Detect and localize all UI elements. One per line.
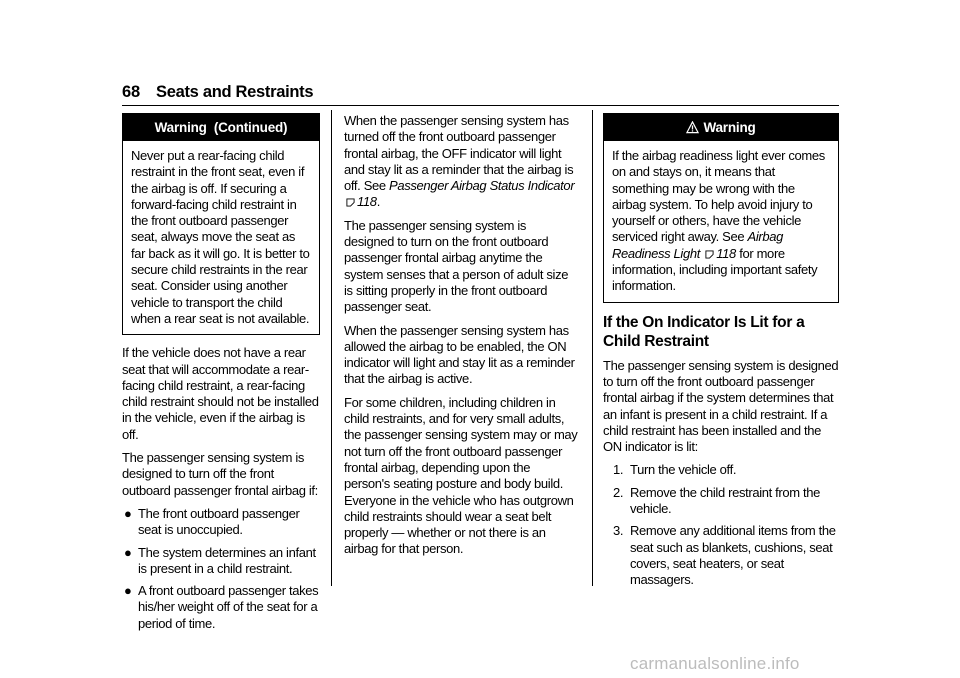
header-rule — [122, 105, 839, 106]
paragraph — [344, 113, 578, 211]
column-right — [603, 113, 839, 595]
watermark: carmanualsonline.info — [630, 654, 800, 673]
warning-heading: Warning (Continued) — [123, 114, 319, 141]
list-item-text: The system determines an infant is present in a child restraint. — [138, 544, 316, 576]
bullet-icon: ● — [124, 544, 132, 560]
list-item — [603, 523, 839, 588]
warning-body — [604, 141, 838, 302]
cross-reference-link[interactable]: Airbag Readiness Light — [612, 229, 784, 261]
column-middle — [344, 113, 578, 565]
page-reference-icon — [705, 250, 714, 259]
warning-triangle-icon — [686, 121, 699, 134]
step-number: 3. — [613, 523, 624, 539]
paragraph-text: When the passenger sensing system has turned off the front outboard passenger frontal airbag, the OFF indicator will light and stay lit as a reminder that the airbag is off. See — [344, 113, 574, 194]
bullet-icon: ● — [124, 505, 132, 521]
paragraph: For some children, including children in child restraints, and for very small adults, the passenger sensing system may or may not turn off the front outboard passenger frontal airbag, depending upon the person's seating posture and body build. Everyone in the vehicle who has outgrown child restraints should wear a seat belt properly — whether or not there is an airbag for that person. — [344, 394, 578, 557]
list-item — [122, 583, 320, 632]
column-left — [122, 113, 320, 638]
list-item — [603, 462, 839, 478]
step-text: Remove any additional items from the seat such as blankets, cushions, seat covers, seat heaters, or seat massagers. — [630, 523, 836, 588]
warning-text: If the airbag readiness light ever comes on and stays on, it means that something may be wrong with the airbag system. To help avoid injury to yourself or others, have the vehicle serviced right away. See — [612, 148, 825, 245]
list-item-text: The front outboard passenger seat is unoccupied. — [138, 505, 300, 538]
paragraph: When the passenger sensing system has allowed the airbag to be enabled, the ON indicator will light and stay lit as a reminder that the airbag is active. — [344, 322, 575, 387]
page-header — [122, 83, 839, 105]
list-item — [122, 545, 320, 578]
warning-body: Never put a rear-facing child restraint in the front seat, even if the airbag is off. If securing a forward-facing child restraint in the front outboard passenger seat, always move the seat as far back as it will go. It is better to secure child restraints in the rear seat. Consider using another vehicle to transport the child when a rear seat is not available. — [131, 148, 310, 326]
step-text: Remove the child restraint from the vehicle. — [630, 484, 821, 517]
step-text: Turn the vehicle off. — [630, 462, 737, 478]
page-number: 68 — [122, 83, 140, 101]
section-title: Seats and Restraints — [156, 83, 314, 101]
list-item-text: A front outboard passenger takes his/her weight off of the seat for a period of time. — [138, 583, 319, 631]
bullet-list — [122, 506, 320, 632]
page-reference[interactable]: 118 — [716, 245, 736, 261]
step-number: 1. — [613, 462, 624, 478]
column-divider-2 — [592, 110, 593, 586]
paragraph: The passenger sensing system is designed to turn on the front outboard passenger frontal airbag anytime the system senses that a person of adult size is sitting properly in the front outboard passenger seat. — [344, 217, 569, 315]
paragraph: The passenger sensing system is designed to turn off the front outboard passenger frontal airbag if: — [122, 450, 318, 498]
warning-text: for more information, including important safety information. — [612, 245, 818, 294]
paragraph: If the vehicle does not have a rear seat that will accommodate a rear-facing child restraint, a rear-facing child restraint should not be installed in the vehicle, even if the airbag is off. — [122, 345, 319, 442]
column-divider-1 — [331, 110, 332, 586]
list-item — [122, 506, 320, 539]
section-heading: If the On Indicator Is Lit for a Child Restraint — [603, 313, 805, 350]
numbered-list — [603, 462, 839, 588]
paragraph: The passenger sensing system is designed to turn off the front outboard passenger frontal airbag if the system determines that an infant is present in a child restraint. If a child restraint has been installed and the ON indicator is lit: — [603, 357, 839, 455]
warning-title: Warning — [703, 120, 756, 135]
list-item — [603, 485, 839, 518]
step-number: 2. — [613, 484, 624, 500]
warning-box-continued — [122, 113, 320, 335]
punctuation: . — [376, 194, 380, 210]
cross-reference-link[interactable]: Passenger Airbag Status Indicator — [389, 178, 575, 194]
page-reference-icon — [346, 198, 355, 207]
bullet-icon: ● — [124, 583, 132, 599]
warning-box — [603, 113, 839, 303]
warning-heading — [604, 114, 838, 141]
page-reference[interactable]: 118 — [357, 194, 377, 210]
